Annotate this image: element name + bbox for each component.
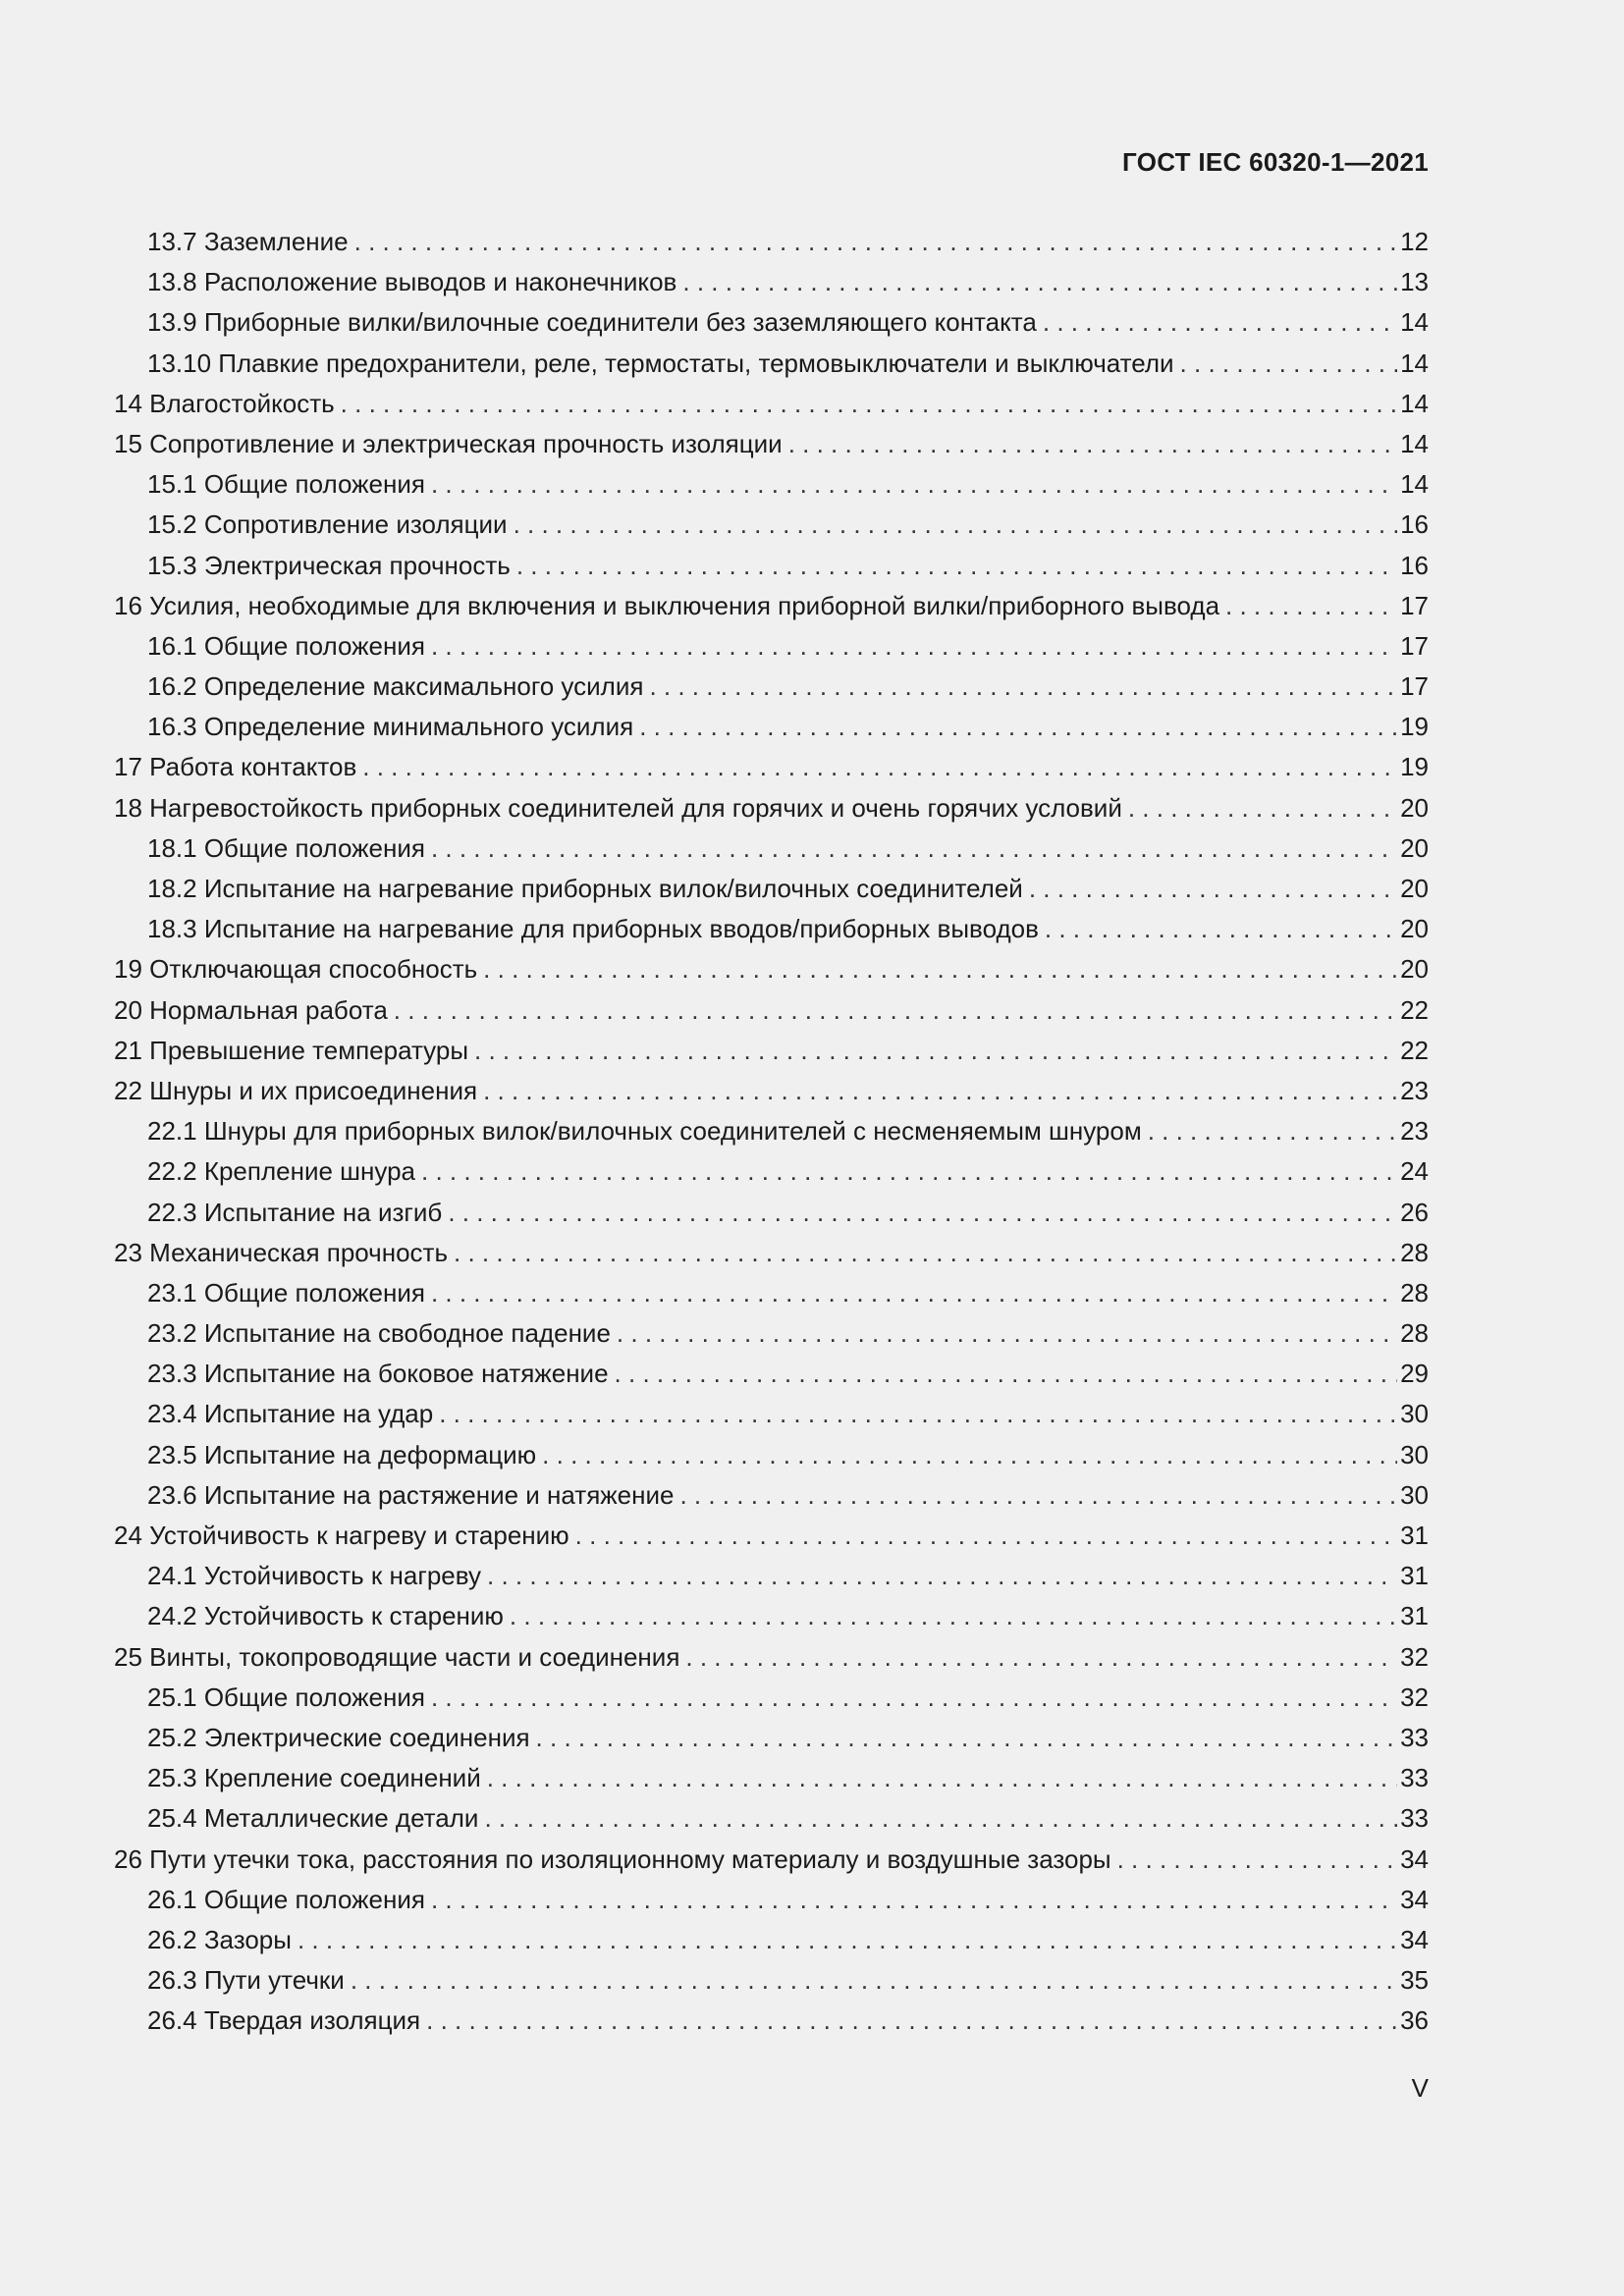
toc-entry-title: 14 Влагостойкость <box>114 388 335 418</box>
toc-leader-dots <box>685 1637 1397 1678</box>
toc-entry[interactable] <box>114 1111 1429 1151</box>
toc-leader-dots <box>431 1678 1397 1718</box>
toc-leader-dots <box>483 949 1397 989</box>
toc-entry[interactable] <box>114 667 1429 707</box>
toc-entry[interactable] <box>114 1313 1429 1354</box>
toc-entry-title: 16.2 Определение максимального усилия <box>147 671 644 702</box>
toc-entry[interactable] <box>114 1678 1429 1718</box>
toc-entry-page: 20 <box>1400 874 1429 903</box>
toc-leader-dots <box>341 384 1397 424</box>
toc-entry-title: 26.1 Общие положения <box>147 1884 425 1914</box>
toc-leader-dots <box>431 1273 1397 1313</box>
toc-leader-dots <box>483 1071 1397 1111</box>
toc-entry-title: 19 Отключающая способность <box>114 954 478 985</box>
toc-entry[interactable] <box>114 1556 1429 1596</box>
toc-entry[interactable] <box>114 747 1429 787</box>
toc-entry-title: 26.4 Твердая изоляция <box>147 2005 421 2036</box>
toc-entry-title: 18.3 Испытание на нагревание для приборных вводов/приборных выводов <box>147 914 1039 944</box>
toc-entry[interactable] <box>114 1193 1429 1233</box>
toc-entry-page: 36 <box>1400 2005 1429 2036</box>
toc-entry[interactable] <box>114 1920 1429 1960</box>
toc-entry-page: 28 <box>1400 1277 1429 1308</box>
toc-entry-title: 24 Устойчивость к нагреву и старению <box>114 1521 569 1550</box>
toc-entry-page: 28 <box>1400 1237 1429 1267</box>
toc-leader-dots <box>298 1920 1397 1960</box>
toc-entry[interactable] <box>114 909 1429 949</box>
toc-entry-title: 22.3 Испытание на изгиб <box>147 1197 443 1227</box>
toc-leader-dots <box>431 626 1397 667</box>
toc-leader-dots <box>1045 909 1397 949</box>
toc-entry-title: 25 Винты, токопроводящие части и соединения <box>114 1641 680 1672</box>
toc-entry-page: 32 <box>1400 1641 1429 1672</box>
toc-entry-title: 23.3 Испытание на боковое натяжение <box>147 1359 609 1389</box>
toc-leader-dots <box>487 1556 1397 1596</box>
toc-entry[interactable] <box>114 2001 1429 2041</box>
toc-leader-dots <box>431 1880 1397 1920</box>
toc-leader-dots <box>536 1718 1398 1758</box>
toc-leader-dots <box>474 1031 1397 1071</box>
toc-entry[interactable] <box>114 1435 1429 1475</box>
toc-entry-page: 23 <box>1400 1116 1429 1147</box>
toc-entry[interactable] <box>114 344 1429 384</box>
toc-entry-page: 28 <box>1400 1318 1429 1349</box>
toc-entry[interactable] <box>114 1718 1429 1758</box>
toc-entry-page: 22 <box>1400 994 1429 1025</box>
toc-entry[interactable] <box>114 1758 1429 1798</box>
toc-entry-title: 23 Механическая прочность <box>114 1237 448 1267</box>
toc-entry[interactable] <box>114 1273 1429 1313</box>
toc-entry-page: 24 <box>1400 1156 1429 1187</box>
toc-leader-dots <box>487 1758 1397 1798</box>
toc-leader-dots <box>682 262 1397 302</box>
toc-entry-title: 13.7 Заземление <box>147 227 349 256</box>
toc-entry-title: 13.10 Плавкие предохранители, реле, термостаты, термовыключатели и выключатели <box>147 347 1174 378</box>
toc-leader-dots <box>354 222 1397 262</box>
toc-entry-page: 30 <box>1400 1479 1429 1510</box>
toc-entry[interactable] <box>114 505 1429 545</box>
toc-entry-page: 30 <box>1400 1399 1429 1429</box>
table-of-contents <box>114 222 1429 2041</box>
toc-entry[interactable] <box>114 1637 1429 1678</box>
toc-entry-page: 12 <box>1400 227 1429 256</box>
toc-leader-dots <box>362 747 1397 787</box>
toc-entry[interactable] <box>114 1798 1429 1839</box>
toc-entry[interactable] <box>114 302 1429 343</box>
toc-entry-page: 19 <box>1400 712 1429 742</box>
toc-entry[interactable] <box>114 384 1429 424</box>
toc-leader-dots <box>514 505 1398 545</box>
toc-entry-page: 31 <box>1400 1561 1429 1591</box>
toc-entry-title: 23.4 Испытание на удар <box>147 1399 434 1429</box>
toc-entry[interactable] <box>114 1071 1429 1111</box>
toc-entry-title: 25.3 Крепление соединений <box>147 1763 481 1793</box>
toc-entry-page: 14 <box>1400 347 1429 378</box>
toc-entry[interactable] <box>114 1596 1429 1636</box>
toc-entry[interactable] <box>114 1516 1429 1556</box>
toc-entry-page: 34 <box>1400 1924 1429 1954</box>
toc-entry-page: 30 <box>1400 1439 1429 1469</box>
toc-entry-title: 17 Работа контактов <box>114 752 357 782</box>
toc-entry-title: 25.1 Общие положения <box>147 1682 425 1712</box>
toc-entry-page: 35 <box>1400 1965 1429 1996</box>
toc-leader-dots <box>421 1151 1397 1192</box>
toc-leader-dots <box>394 990 1397 1031</box>
toc-leader-dots <box>448 1193 1397 1233</box>
toc-entry-title: 24.1 Устойчивость к нагреву <box>147 1561 481 1591</box>
toc-leader-dots <box>617 1313 1397 1354</box>
document-header: ГОСТ IEC 60320-1—2021 <box>1122 147 1429 177</box>
toc-leader-dots <box>639 707 1397 747</box>
toc-entry[interactable] <box>114 1151 1429 1192</box>
toc-leader-dots <box>542 1435 1397 1475</box>
toc-entry[interactable] <box>114 1475 1429 1516</box>
toc-entry-page: 16 <box>1400 550 1429 580</box>
toc-entry-page: 17 <box>1400 671 1429 702</box>
toc-entry-title: 16.1 Общие положения <box>147 630 425 661</box>
toc-entry-title: 23.6 Испытание на растяжение и натяжение <box>147 1479 675 1510</box>
toc-entry-title: 15.3 Электрическая прочность <box>147 550 511 580</box>
toc-entry[interactable] <box>114 1394 1429 1434</box>
toc-entry[interactable] <box>114 949 1429 989</box>
toc-entry-page: 20 <box>1400 914 1429 944</box>
toc-entry-title: 21 Превышение температуры <box>114 1035 469 1065</box>
toc-entry-page: 34 <box>1400 1884 1429 1914</box>
toc-entry-title: 13.8 Расположение выводов и наконечников <box>147 267 677 297</box>
toc-entry-title: 16.3 Определение минимального усилия <box>147 712 634 742</box>
toc-entry-page: 32 <box>1400 1682 1429 1712</box>
toc-entry-page: 14 <box>1400 428 1429 458</box>
toc-leader-dots <box>1043 302 1397 343</box>
toc-entry-page: 20 <box>1400 792 1429 823</box>
toc-entry-page: 34 <box>1400 1843 1429 1874</box>
toc-entry-page: 14 <box>1400 388 1429 418</box>
toc-entry[interactable] <box>114 990 1429 1031</box>
toc-entry[interactable] <box>114 1233 1429 1273</box>
toc-entry-title: 18.1 Общие положения <box>147 832 425 863</box>
toc-leader-dots <box>679 1475 1397 1516</box>
toc-entry[interactable] <box>114 222 1429 262</box>
toc-leader-dots <box>454 1233 1397 1273</box>
toc-leader-dots <box>1029 869 1397 909</box>
toc-entry-title: 18.2 Испытание на нагревание приборных вилок/вилочных соединителей <box>147 874 1023 903</box>
toc-entry-title: 22.2 Крепление шнура <box>147 1156 416 1187</box>
toc-entry-title: 20 Нормальная работа <box>114 994 388 1025</box>
toc-entry[interactable] <box>114 828 1429 869</box>
toc-entry-page: 22 <box>1400 1035 1429 1065</box>
toc-leader-dots <box>431 828 1397 869</box>
toc-leader-dots <box>1148 1111 1397 1151</box>
page-number: V <box>1411 2073 1429 2103</box>
toc-entry-title: 23.1 Общие положения <box>147 1277 425 1308</box>
toc-entry-page: 31 <box>1400 1601 1429 1631</box>
toc-entry-page: 20 <box>1400 954 1429 985</box>
toc-entry-title: 25.2 Электрические соединения <box>147 1722 530 1752</box>
toc-entry-title: 23.5 Испытание на деформацию <box>147 1439 537 1469</box>
toc-entry-page: 33 <box>1400 1803 1429 1834</box>
toc-entry-title: 23.2 Испытание на свободное падение <box>147 1318 611 1349</box>
toc-entry[interactable] <box>114 1031 1429 1071</box>
toc-entry[interactable] <box>114 707 1429 747</box>
toc-entry-title: 16 Усилия, необходимые для включения и выключения приборной вилки/приборного вывода <box>114 590 1220 620</box>
toc-entry-page: 13 <box>1400 267 1429 297</box>
toc-leader-dots <box>484 1798 1397 1839</box>
toc-leader-dots <box>351 1960 1397 2001</box>
toc-leader-dots <box>1225 586 1397 626</box>
toc-entry[interactable] <box>114 788 1429 828</box>
toc-entry[interactable] <box>114 424 1429 464</box>
toc-entry[interactable] <box>114 869 1429 909</box>
toc-entry-title: 22 Шнуры и их присоединения <box>114 1075 478 1105</box>
toc-entry-page: 29 <box>1400 1359 1429 1389</box>
toc-leader-dots <box>439 1394 1397 1434</box>
toc-entry-page: 17 <box>1400 590 1429 620</box>
toc-entry-page: 33 <box>1400 1763 1429 1793</box>
toc-entry[interactable] <box>114 262 1429 302</box>
toc-entry-title: 26 Пути утечки тока, расстояния по изоляционному материалу и воздушные зазоры <box>114 1843 1111 1874</box>
toc-leader-dots <box>510 1596 1397 1636</box>
toc-entry-title: 26.2 Зазоры <box>147 1924 292 1954</box>
toc-entry[interactable] <box>114 586 1429 626</box>
toc-entry[interactable] <box>114 1840 1429 1880</box>
toc-leader-dots <box>431 464 1397 505</box>
toc-entry-page: 14 <box>1400 469 1429 500</box>
toc-entry-page: 31 <box>1400 1521 1429 1550</box>
toc-entry-page: 26 <box>1400 1197 1429 1227</box>
toc-entry-title: 13.9 Приборные вилки/вилочные соединители без заземляющего контакта <box>147 307 1037 338</box>
toc-leader-dots <box>575 1516 1397 1556</box>
toc-entry-title: 26.3 Пути утечки <box>147 1965 345 1996</box>
toc-entry[interactable] <box>114 1354 1429 1394</box>
toc-leader-dots <box>426 2001 1397 2041</box>
toc-entry-title: 22.1 Шнуры для приборных вилок/вилочных соединителей с несменяемым шнуром <box>147 1116 1142 1147</box>
toc-entry-title: 15.1 Общие положения <box>147 469 425 500</box>
toc-entry[interactable] <box>114 546 1429 586</box>
toc-leader-dots <box>1180 344 1398 384</box>
toc-entry[interactable] <box>114 464 1429 505</box>
toc-entry-title: 15 Сопротивление и электрическая прочность изоляции <box>114 428 783 458</box>
toc-leader-dots <box>1128 788 1397 828</box>
toc-leader-dots <box>788 424 1397 464</box>
toc-leader-dots <box>649 667 1397 707</box>
toc-entry[interactable] <box>114 1960 1429 2001</box>
toc-entry[interactable] <box>114 626 1429 667</box>
toc-entry-title: 24.2 Устойчивость к старению <box>147 1601 504 1631</box>
toc-entry-page: 19 <box>1400 752 1429 782</box>
toc-leader-dots <box>516 546 1397 586</box>
toc-entry-page: 14 <box>1400 307 1429 338</box>
toc-entry[interactable] <box>114 1880 1429 1920</box>
toc-entry-title: 15.2 Сопротивление изоляции <box>147 509 508 540</box>
toc-entry-title: 25.4 Металлические детали <box>147 1803 479 1834</box>
toc-leader-dots <box>1117 1840 1397 1880</box>
toc-entry-page: 17 <box>1400 630 1429 661</box>
toc-leader-dots <box>615 1354 1398 1394</box>
toc-entry-page: 20 <box>1400 832 1429 863</box>
toc-entry-title: 18 Нагревостойкость приборных соединителей для горячих и очень горячих условий <box>114 792 1122 823</box>
toc-entry-page: 33 <box>1400 1722 1429 1752</box>
toc-entry-page: 23 <box>1400 1075 1429 1105</box>
toc-entry-page: 16 <box>1400 509 1429 540</box>
